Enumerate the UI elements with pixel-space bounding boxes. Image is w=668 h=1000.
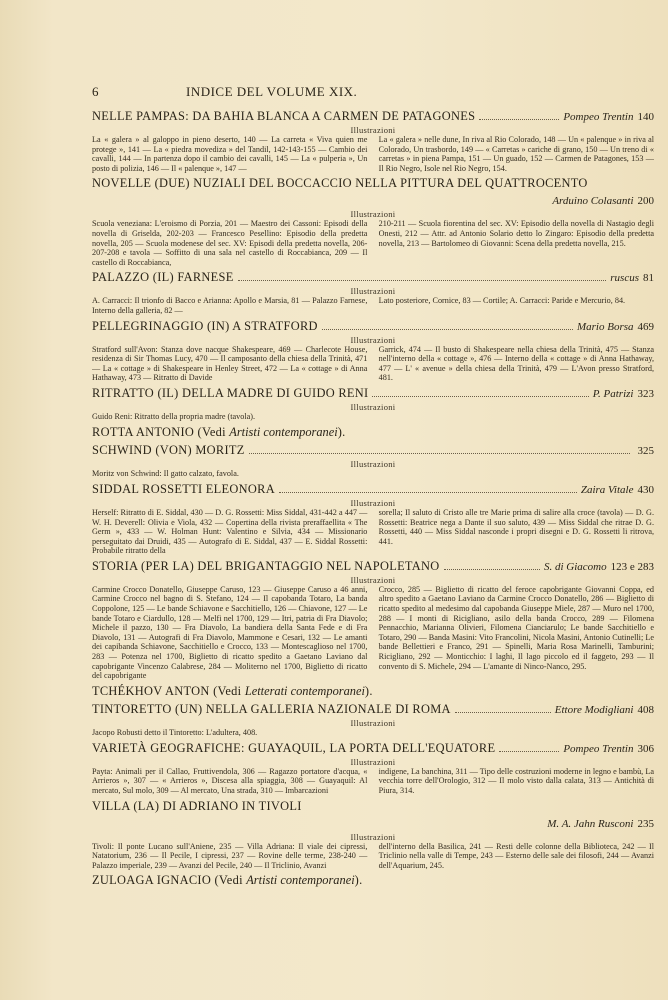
- entry-title: [92, 319, 318, 334]
- illustration-columns: [92, 585, 654, 681]
- entry-title-text: TCHÉKHOV ANTON (Vedi: [92, 683, 245, 698]
- entry-heading: [92, 319, 654, 335]
- entry-pages: 306: [637, 742, 654, 755]
- entry-title-italic: Letterati contemporanei: [244, 683, 365, 698]
- entry-title-end: ).: [364, 683, 373, 698]
- illustrazioni-label: Illustrazioni: [350, 334, 396, 345]
- illustration-list-right: indigene, La banchina, 311 — Tipo delle costruzioni moderne in legno e bambù, La vecchia torre dell'Orologio, 312 — Il molo visto dalla calata, 313 — Antichità di Piura, 314.: [378, 766, 654, 795]
- illustrazioni-label: Illustrazioni: [350, 831, 396, 842]
- leader-dots: [238, 280, 607, 281]
- leader-dots: [444, 569, 540, 570]
- entry-title-text: PALAZZO (IL) FARNESE: [92, 270, 234, 285]
- illustrazioni-label: Illustrazioni: [350, 756, 396, 767]
- entry-author: Arduino Colasanti: [552, 195, 634, 208]
- entry-heading: [92, 109, 654, 125]
- entry-title-text: STORIA (PER LA) DEL BRIGANTAGGIO NEL NAPOLETANO: [92, 558, 440, 573]
- entry-title: [92, 702, 451, 717]
- illustration-list-left: A. Carracci: Il trionfo di Bacco e Arianna: Apollo e Marsia, 81 — Palazzo Farnese, Interno della galleria, 82 —: [92, 296, 368, 315]
- entry-title: [92, 559, 440, 574]
- entry-title: [92, 443, 245, 458]
- entry-author: P. Patrizi: [592, 387, 634, 400]
- index-entry: [92, 319, 654, 383]
- entry-pages: 140: [637, 111, 654, 123]
- entry-heading: [92, 270, 654, 286]
- index-entry: [92, 559, 654, 681]
- entry-heading: [92, 425, 654, 440]
- entry-author: Zaira Vitale: [580, 483, 634, 496]
- entry-author-line: [92, 817, 654, 832]
- illustration-list-right: La « galera » nelle dune, In riva al Rio Colorado, 148 — Un « palenque » in riva al Colorado, Un trasbordo, 149 — « Carretas » cariche di grano, 150 — Un treno di « carretas » in piena Pampa, 151 — Un guado, 152 — Carmen de Patagones, 153 — Il Rio Negro, Isole nel Rio Negro, 154.: [378, 135, 654, 173]
- entry-pages: 81: [643, 272, 654, 285]
- entry-title-italic: Artisti contemporanei: [229, 424, 338, 439]
- entry-pages: 430: [637, 483, 654, 496]
- entry-heading: [92, 684, 654, 699]
- leader-dots: [279, 492, 577, 493]
- illustrazioni-label: Illustrazioni: [350, 401, 396, 412]
- entry-pages: 323: [637, 387, 654, 400]
- entry-title-text: NELLE PAMPAS: DA BAHIA BLANCA A CARMEN DE PATAGONES: [92, 109, 476, 123]
- illustration-list-right: Crocco, 285 — Biglietto di ricatto del feroce capobrigante Giovanni Coppa, ed altro spedito a Gaetano Laviano da Carmine Crocco Donatello, 286 — Biglietto di ricatto spedito al medesimo dal capobanda Giuseppe Miele, 287 — Muro nel 1700, 288 — I monti di Ricigliano, asilo della banda Crocco, 289 — Filomena Pennacchio, Marianna Olivieri, Filomena Cianciarulo; Le bande Sacchitiello e Totaro, 290 — Banda Masini: Vito Francolini, Nicola Masini, Antonio Cutinelli; Le bande Bellettieri e Franco, 291 — Spinelli, Maria Rosa Marinelli, Tamburini; Ricigliano, 292 — Monticchio: I laghi, Il lago piccolo ed il faggeto, 293 — Il convento di S. Michele, 294 — L'amante di Ninco-Nanco, 295.: [378, 584, 654, 671]
- illustration-columns: [92, 296, 654, 315]
- entry-heading: [92, 799, 654, 814]
- entry-title-text: NOVELLE (DUE) NUZIALI DEL BOCCACCIO NELLA PITTURA DEL QUATTROCENTO: [92, 176, 588, 191]
- page-number: 6: [92, 84, 100, 99]
- illustration-list: Jacopo Robusti detto il Tintoretto: L'adultera, 408.: [92, 727, 258, 737]
- entry-title: [92, 684, 373, 699]
- entry-title: [92, 270, 234, 285]
- illustration-list-right: Lato posteriore, Cornice, 83 — Cortile; A. Carracci: Paride e Mercurio, 84.: [378, 296, 626, 306]
- index-entry: [92, 702, 654, 738]
- entry-title: [92, 873, 362, 888]
- entry-title: [92, 799, 302, 814]
- illustration-columns: [92, 135, 654, 173]
- illustrazioni-label: Illustrazioni: [350, 125, 396, 135]
- entry-title-text: VARIETÀ GEOGRAFICHE: GUAYAQUIL, LA PORTA DELL'EQUATORE: [92, 740, 496, 755]
- illustration-list-left: La « galera » al galoppo in pieno deserto, 140 — La carreta « Viva quien me protege », 141 — La « piedra movediza » del Tandil, 142-143-155 — Cambio dei cavalli, 144 — In partenza dopo il cambio dei cavalli, 145 — La « pulperia », Un posto di polizia, 146 — Il « palenque », 147 —: [92, 135, 368, 173]
- entry-pages: 235: [637, 817, 654, 830]
- entry-title-end: ).: [337, 424, 346, 439]
- index-entry: [92, 873, 654, 888]
- entry-title: [92, 109, 475, 124]
- illustrazioni-label: Illustrazioni: [350, 458, 396, 469]
- illustration-list: Guido Reni: Ritratto della propria madre (tavola).: [92, 411, 256, 421]
- illustration-columns: [92, 219, 654, 267]
- entry-heading: [92, 702, 654, 718]
- entry-author: Ettore Modigliani: [554, 703, 634, 716]
- illustrazioni-label: Illustrazioni: [350, 497, 396, 508]
- entry-pages: 200: [637, 195, 654, 208]
- index-entry: [92, 386, 654, 422]
- index-entry: [92, 270, 654, 315]
- entry-author: S. di Giacomo: [543, 560, 607, 573]
- index-entry: [92, 176, 654, 267]
- illustration-columns: [92, 842, 654, 871]
- entry-title-text: ROTTA ANTONIO (Vedi: [92, 424, 230, 439]
- entry-title: [92, 176, 588, 191]
- illustration-list-right: Garrick, 474 — Il busto di Shakespeare nella chiesa della Trinità, 475 — Stanza nell'interno della « cottage », 476 — Interno della « cottage » di Anna Hathaway, 477 — L' « avenue » della chiesa della Trinità, 479 — L'Avon presso Stratford, 481.: [378, 344, 654, 383]
- page-title: INDICE DEL VOLUME XIX.: [186, 84, 358, 99]
- entry-title-text: ZULOAGA IGNACIO (Vedi: [92, 873, 247, 888]
- leader-dots: [249, 453, 630, 454]
- entry-title: [92, 741, 495, 756]
- illustrazioni-label: Illustrazioni: [350, 209, 396, 220]
- entry-title-text: SCHWIND (VON) MORITZ: [92, 442, 245, 457]
- entry-title-text: VILLA (LA) DI ADRIANO IN TIVOLI: [92, 798, 302, 813]
- entry-author: ruscus: [610, 272, 639, 285]
- leader-dots: [479, 119, 559, 120]
- illustration-list-left: Scuola veneziana: L'eroismo di Porzia, 201 — Maestro dei Cassoni: Episodi della novella di Griselda, 202-203 — Francesco Pesellino: Episodio della predetta novella, 205 — Scuola modenese del sec. XV: Episodi della predetta novella, 206-207-208 e tavola — Soffitto di una sala nel castello di Roccabianca, 209 — Il castello di Roccabianca,: [92, 219, 368, 267]
- entry-heading: [92, 386, 654, 402]
- illustrazioni-label: Illustrazioni: [350, 286, 396, 297]
- entry-title: [92, 482, 275, 497]
- entry-heading: [92, 482, 654, 498]
- illustration-columns: [92, 767, 654, 796]
- illustration-list-left: Payta: Animali per il Callao, Fruttivendola, 306 — Ragazzo portatore d'acqua, « Arrieros », 307 — « Arrieros », Discesa alla spiaggia, 308 — Guayaquil: Al mercato, Sul molo, 309 — Al mercato, Una strada, 310 — Imbarcazioni: [92, 766, 368, 795]
- illustration-columns: [92, 345, 654, 383]
- index-entry: [92, 425, 654, 440]
- entry-title-italic: Artisti contemporanei: [246, 873, 355, 888]
- leader-dots: [372, 396, 588, 397]
- entry-author: M. A. Jahn Rusconi: [547, 817, 634, 830]
- leader-dots: [499, 751, 559, 752]
- entry-heading: [92, 741, 654, 757]
- entry-heading: [92, 176, 654, 191]
- entry-pages: 408: [637, 703, 654, 716]
- leader-dots: [322, 329, 573, 330]
- index-list: [92, 106, 654, 1000]
- entry-title-text: TINTORETTO (UN) NELLA GALLERIA NAZIONALE DI ROMA: [92, 701, 451, 716]
- entry-title-text: SIDDAL ROSSETTI ELEONORA: [92, 481, 275, 496]
- illustration-list-left: Carmine Crocco Donatello, Giuseppe Caruso, 123 — Giuseppe Caruso a 46 anni, Carmine Crocco nel bagno di S. Stefano, 124 — Il capobanda Totaro, La banda Coppolone, 125 — Le bande Schiavone e Sacchitiello, 126 — Chiavone, 127 — Le bande Totaro e Ciardullo, 128 — Melfi nel 1700, 129 — Itri, patria di Fra Diavolo; Michele il pazzo, 130 — Fra Diavolo, La bandiera della Santa Fede e di Fra Diavolo, 131 — Autografi di Fra Diavolo, Mammone e Cesari, 132 — Le amanti dei capibanda Schiavone, Sacchitiello e Crocco, 133 — Montescaglioso nel 1700, 283 — Potenza nel 1700, Biglietto di ricatto spedito a Gaetano Laviano dal capobrigante Vincenzo Calabrese, 284 — Moliterno nel 1700, Biglietto di ricatto del capobrigante: [92, 584, 368, 681]
- illustration-list-left: Tivoli: Il ponte Lucano sull'Aniene, 235 — Villa Adriana: Il viale dei cipressi, Natatorium, 236 — Il Pecile, I cipressi, 237 — Rovine delle terme, 238-240 — Palazzo imperiale, 239 — Avanzi del Pecile, 240 — Il Triclinio, Avanzi: [92, 841, 368, 870]
- entry-pages: 469: [637, 320, 654, 333]
- illustration-list: Moritz von Schwind: Il gatto calzato, favola.: [92, 468, 239, 478]
- illustration-list-right: dell'interno della Basilica, 241 — Resti delle colonne della Biblioteca, 242 — Il Triclinio nella valle di Tempe, 243 — Esterno delle sale dei filosofi, 244 — Avanzi dell'Aquarium, 245.: [378, 841, 654, 870]
- entry-heading: [92, 443, 654, 459]
- illustrazioni-label: Illustrazioni: [350, 574, 396, 585]
- entry-title: [92, 425, 346, 440]
- entry-title-end: ).: [354, 873, 363, 888]
- entry-author: Pompeo Trentin: [563, 742, 634, 755]
- entry-heading: [92, 559, 654, 575]
- leader-dots: [455, 712, 551, 713]
- entry-pages: 325: [637, 444, 654, 457]
- index-entry: [92, 443, 654, 479]
- illustration-list-right: 210-211 — Scuola fiorentina del sec. XV: Episodio della novella di Nastagio degli Onesti, 212 — Attr. ad Antonio Solario detto lo Zingaro: Episodio della predetta novella, 213 — Bartolomeo di Giovanni: Scena della predetta novella, 215.: [378, 219, 654, 248]
- illustration-list-left: Herself: Ritratto di E. Siddal, 430 — D. G. Rossetti: Miss Siddal, 431-442 a 447 — W. H. Deverell: Olivia e Viola, 432 — Copertina della rivista preraffaellita « The Germ », 433 — W. Holman Hunt: Valentino e Silvia, 434 — Missionario perseguitato dai Druidi, 435 — Autografo di E. Siddal, 437 — E. Siddal Rossetti: Probabile ritratto della: [92, 507, 368, 556]
- entry-title-text: PELLEGRINAGGIO (IN) A STRATFORD: [92, 318, 318, 333]
- index-entry: [92, 482, 654, 556]
- entry-author-line: [92, 194, 654, 209]
- index-entry: [92, 684, 654, 699]
- illustration-columns: [92, 508, 654, 556]
- entry-pages: 123 e 283: [610, 560, 654, 573]
- illustration-list-left: Stratford sull'Avon: Stanza dove nacque Shakespeare, 469 — Charlecote House, residenza di Sir Thomas Lucy, 470 — Il camposanto della chiesa della Trinità, 471 — La « cottage » di Shakespeare in Henley Street, 472 — La « cottage » di Anna Hathaway, 473 — Ritratto di Davide: [92, 344, 368, 383]
- entry-author: Pompeo Trentin: [563, 111, 634, 123]
- entry-heading: [92, 873, 654, 888]
- index-entry: [92, 109, 654, 173]
- entry-author: Mario Borsa: [576, 320, 634, 333]
- illustrazioni-label: Illustrazioni: [350, 717, 396, 728]
- illustration-list-right: sorella; Il saluto di Cristo alle tre Marie prima di salire alla croce (tavola) — D. G. Rossetti: Beatrice nega a Dante il suo saluto, 439 — Miss Siddal che ritrae D. G. Rossetti, 440 — Miss Siddal nasconde i propri disegni e D. G. Rossetti li ritrova, 441.: [378, 507, 654, 546]
- index-entry: [92, 741, 654, 796]
- page-header: [92, 84, 652, 104]
- index-entry: [92, 799, 654, 871]
- entry-title: [92, 386, 368, 401]
- entry-title-text: RITRATTO (IL) DELLA MADRE DI GUIDO RENI: [92, 385, 369, 400]
